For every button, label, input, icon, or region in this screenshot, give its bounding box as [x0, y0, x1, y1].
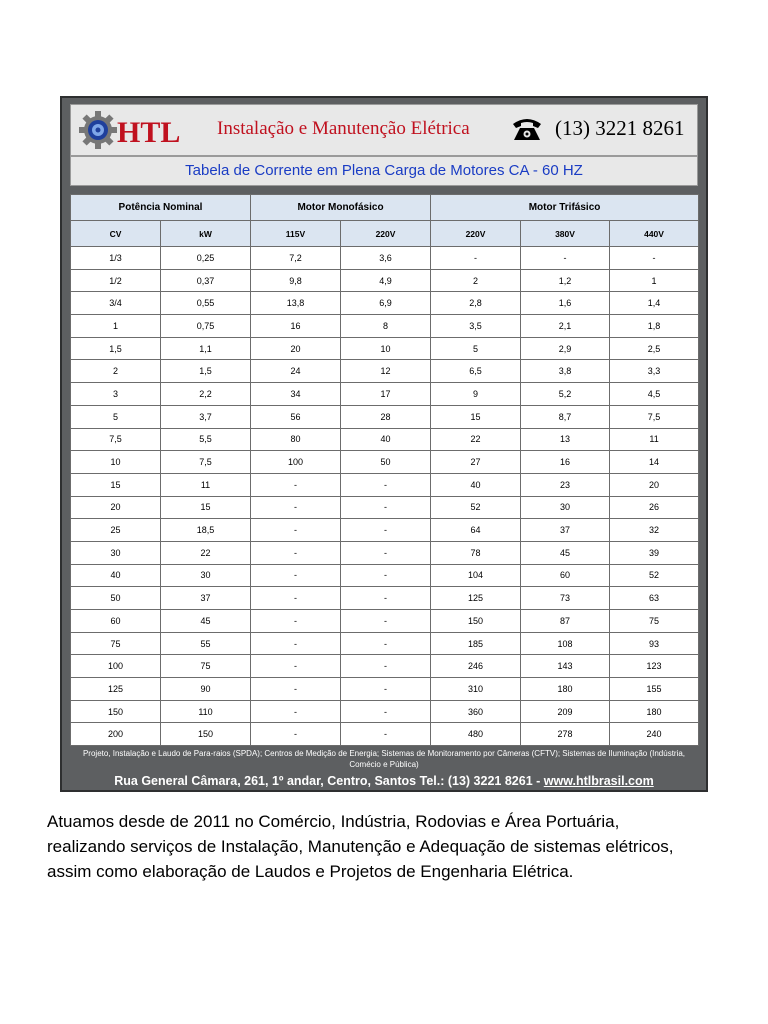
table-cell: 55 — [161, 632, 251, 655]
table-cell: 40 — [341, 428, 431, 451]
table-cell: 45 — [521, 541, 610, 564]
table-cell: - — [251, 610, 341, 633]
table-cell: 143 — [521, 655, 610, 678]
table-cell: 20 — [251, 337, 341, 360]
table-cell: 360 — [431, 700, 521, 723]
table-cell: - — [251, 632, 341, 655]
table-cell: 278 — [521, 723, 610, 746]
table-row — [71, 564, 699, 587]
company-name: Instalação e Manutenção Elétrica — [217, 118, 470, 139]
table-cell: 3 — [71, 383, 161, 406]
group-header-row — [71, 195, 699, 221]
table-row — [71, 405, 699, 428]
table-cell: 63 — [610, 587, 699, 610]
table-cell: 9,8 — [251, 269, 341, 292]
table-row — [71, 723, 699, 746]
table-cell: - — [341, 519, 431, 542]
table-cell: - — [341, 473, 431, 496]
table-cell: 2 — [431, 269, 521, 292]
table-cell: 5,2 — [521, 383, 610, 406]
table-cell: 73 — [521, 587, 610, 610]
table-cell: - — [341, 496, 431, 519]
unit-header-row — [71, 221, 699, 247]
table-cell: 104 — [431, 564, 521, 587]
table-cell: 24 — [251, 360, 341, 383]
header-potencia-nominal: Potência Nominal — [71, 195, 251, 221]
table-cell: 13,8 — [251, 292, 341, 315]
table-cell: - — [341, 541, 431, 564]
table-cell: 52 — [610, 564, 699, 587]
table-cell: 123 — [610, 655, 699, 678]
table-cell: 20 — [71, 496, 161, 519]
unit-header-tri-380v: 380V — [521, 221, 610, 247]
table-cell: 8 — [341, 315, 431, 338]
table-cell: - — [251, 564, 341, 587]
table-cell: 9 — [431, 383, 521, 406]
table-cell: - — [251, 496, 341, 519]
table-cell: 150 — [161, 723, 251, 746]
table-cell: 10 — [341, 337, 431, 360]
phone-number: (13) 3221 8261 — [555, 116, 685, 140]
table-cell: 32 — [610, 519, 699, 542]
table-cell: - — [341, 700, 431, 723]
table-cell: - — [251, 587, 341, 610]
gear-icon — [79, 111, 117, 149]
table-cell: 3/4 — [71, 292, 161, 315]
table-cell: 11 — [161, 473, 251, 496]
table-cell: - — [251, 678, 341, 701]
table-cell: 180 — [521, 678, 610, 701]
table-row — [71, 473, 699, 496]
table-cell: - — [251, 700, 341, 723]
table-cell: 2,5 — [610, 337, 699, 360]
address-text: Rua General Câmara, 261, 1º andar, Centro, Santos Tel.: (13) 3221 8261 - — [114, 774, 544, 788]
table-cell: 22 — [161, 541, 251, 564]
logo-text: HTL — [117, 116, 181, 149]
table-cell: 14 — [610, 451, 699, 474]
table-cell: 25 — [71, 519, 161, 542]
table-cell: 1/3 — [71, 247, 161, 270]
table-cell: 16 — [521, 451, 610, 474]
table-cell: - — [251, 723, 341, 746]
table-cell: 75 — [161, 655, 251, 678]
table-cell: 10 — [71, 451, 161, 474]
table-cell: 3,6 — [341, 247, 431, 270]
table-cell: 1,2 — [521, 269, 610, 292]
table-cell: 23 — [521, 473, 610, 496]
table-cell: 22 — [431, 428, 521, 451]
table-cell: 75 — [71, 632, 161, 655]
table-row — [71, 700, 699, 723]
table-cell: 1 — [610, 269, 699, 292]
table-cell: 87 — [521, 610, 610, 633]
table-cell: 108 — [521, 632, 610, 655]
table-cell: 1,4 — [610, 292, 699, 315]
table-cell: 1,8 — [610, 315, 699, 338]
table-cell: 3,3 — [610, 360, 699, 383]
table-row — [71, 655, 699, 678]
table-cell: 1,6 — [521, 292, 610, 315]
table-cell: 4,9 — [341, 269, 431, 292]
table-row — [71, 383, 699, 406]
table-cell: 310 — [431, 678, 521, 701]
table-cell: 64 — [431, 519, 521, 542]
company-description — [47, 809, 747, 884]
table-cell: 34 — [251, 383, 341, 406]
table-cell: 17 — [341, 383, 431, 406]
services-list: Projeto, Instalação e Laudo de Para-raios (SPDA); Centros de Medição de Energia; Sistemas de Monitoramento por Câmeras (CFTV); Sistemas de Iluminação (Indústria, Comécio e Pública) — [82, 749, 686, 769]
table-cell: 2,9 — [521, 337, 610, 360]
table-cell: 26 — [610, 496, 699, 519]
header-motor-monofasico: Motor Monofásico — [251, 195, 431, 221]
table-cell: 7,5 — [71, 428, 161, 451]
table-cell: 6,9 — [341, 292, 431, 315]
table-cell: 12 — [341, 360, 431, 383]
table-cell: 39 — [610, 541, 699, 564]
table-cell: 7,2 — [251, 247, 341, 270]
unit-header-mono-220v: 220V — [341, 221, 431, 247]
table-cell: 209 — [521, 700, 610, 723]
table-cell: 125 — [71, 678, 161, 701]
table-cell: 7,5 — [161, 451, 251, 474]
table-cell: 60 — [521, 564, 610, 587]
table-cell: 150 — [431, 610, 521, 633]
table-cell: 100 — [71, 655, 161, 678]
table-row — [71, 496, 699, 519]
table-cell: 246 — [431, 655, 521, 678]
unit-header-kw: kW — [161, 221, 251, 247]
unit-header-cv: CV — [71, 221, 161, 247]
table-cell: 1 — [71, 315, 161, 338]
table-cell: 0,55 — [161, 292, 251, 315]
table-cell: 5 — [71, 405, 161, 428]
table-cell: 16 — [251, 315, 341, 338]
table-cell: 1/2 — [71, 269, 161, 292]
table-row — [71, 587, 699, 610]
table-cell: 11 — [610, 428, 699, 451]
table-cell: - — [341, 564, 431, 587]
table-cell: 18,5 — [161, 519, 251, 542]
table-cell: 56 — [251, 405, 341, 428]
table-cell: 30 — [71, 541, 161, 564]
table-cell: 2 — [71, 360, 161, 383]
table-row — [71, 292, 699, 315]
table-cell: 8,7 — [521, 405, 610, 428]
telephone-icon — [509, 116, 545, 142]
table-cell: 27 — [431, 451, 521, 474]
table-cell: 50 — [341, 451, 431, 474]
table-cell: 150 — [71, 700, 161, 723]
table-cell: 3,7 — [161, 405, 251, 428]
table-cell: - — [341, 678, 431, 701]
table-cell: 60 — [71, 610, 161, 633]
header-banner — [70, 104, 698, 156]
table-cell: - — [341, 632, 431, 655]
table-cell: 0,25 — [161, 247, 251, 270]
table-cell: 110 — [161, 700, 251, 723]
unit-header-mono-115v: 115V — [251, 221, 341, 247]
table-cell: 40 — [71, 564, 161, 587]
table-cell: 78 — [431, 541, 521, 564]
table-row — [71, 360, 699, 383]
table-cell: 1,5 — [71, 337, 161, 360]
table-row — [71, 269, 699, 292]
table-cell: 93 — [610, 632, 699, 655]
table-cell: 40 — [431, 473, 521, 496]
flyer-frame — [60, 96, 708, 792]
table-cell: 80 — [251, 428, 341, 451]
table-row — [71, 678, 699, 701]
table-cell: 90 — [161, 678, 251, 701]
table-cell: - — [251, 519, 341, 542]
table-cell: 0,37 — [161, 269, 251, 292]
description-line: assim como elaboração de Laudos e Projetos de Engenharia Elétrica. — [47, 862, 574, 881]
table-cell: - — [251, 541, 341, 564]
table-cell: 155 — [610, 678, 699, 701]
table-cell: 2,2 — [161, 383, 251, 406]
table-cell: 1,5 — [161, 360, 251, 383]
table-cell: 480 — [431, 723, 521, 746]
table-cell: - — [251, 655, 341, 678]
table-cell: - — [610, 247, 699, 270]
table-cell: 180 — [610, 700, 699, 723]
table-cell: 200 — [71, 723, 161, 746]
table-cell: 0,75 — [161, 315, 251, 338]
table-cell: - — [341, 610, 431, 633]
table-cell: 7,5 — [610, 405, 699, 428]
table-cell: 15 — [431, 405, 521, 428]
table-cell: 28 — [341, 405, 431, 428]
table-cell: - — [341, 587, 431, 610]
description-line: realizando serviços de Instalação, Manutenção e Adequação de sistemas elétricos, — [47, 837, 674, 856]
unit-header-tri-220v: 220V — [431, 221, 521, 247]
table-cell: 13 — [521, 428, 610, 451]
table-cell: 75 — [610, 610, 699, 633]
table-cell: 2,1 — [521, 315, 610, 338]
table-cell: 30 — [521, 496, 610, 519]
contact-line — [70, 774, 698, 788]
website-link[interactable]: www.htlbrasil.com — [543, 774, 654, 788]
table-row — [71, 451, 699, 474]
table-cell: 15 — [161, 496, 251, 519]
table-cell: 50 — [71, 587, 161, 610]
table-cell: 15 — [71, 473, 161, 496]
table-cell: 37 — [161, 587, 251, 610]
table-cell: 4,5 — [610, 383, 699, 406]
table-cell: 1,1 — [161, 337, 251, 360]
table-cell: 185 — [431, 632, 521, 655]
description-line: Atuamos desde de 2011 no Comércio, Indústria, Rodovias e Área Portuária, — [47, 812, 620, 831]
table-cell: 30 — [161, 564, 251, 587]
table-cell: 125 — [431, 587, 521, 610]
motor-current-table — [70, 194, 699, 746]
table-cell: 3,8 — [521, 360, 610, 383]
table-cell: 5,5 — [161, 428, 251, 451]
table-title: Tabela de Corrente em Plena Carga de Motores CA - 60 HZ — [70, 156, 698, 186]
table-cell: - — [341, 655, 431, 678]
table-cell: 100 — [251, 451, 341, 474]
table-cell: 20 — [610, 473, 699, 496]
table-cell: 45 — [161, 610, 251, 633]
table-cell: - — [341, 723, 431, 746]
table-row — [71, 541, 699, 564]
htl-logo — [77, 109, 217, 151]
table-row — [71, 247, 699, 270]
table-row — [71, 632, 699, 655]
table-row — [71, 337, 699, 360]
table-cell: 52 — [431, 496, 521, 519]
table-cell: 2,8 — [431, 292, 521, 315]
table-cell: 240 — [610, 723, 699, 746]
table-cell: 37 — [521, 519, 610, 542]
table-row — [71, 315, 699, 338]
table-body — [71, 247, 699, 746]
table-row — [71, 610, 699, 633]
table-cell: - — [431, 247, 521, 270]
table-row — [71, 428, 699, 451]
unit-header-tri-440v: 440V — [610, 221, 699, 247]
header-motor-trifasico: Motor Trifásico — [431, 195, 699, 221]
table-cell: - — [251, 473, 341, 496]
table-cell: 6,5 — [431, 360, 521, 383]
table-row — [71, 519, 699, 542]
table-cell: 5 — [431, 337, 521, 360]
table-cell: - — [521, 247, 610, 270]
table-cell: 3,5 — [431, 315, 521, 338]
